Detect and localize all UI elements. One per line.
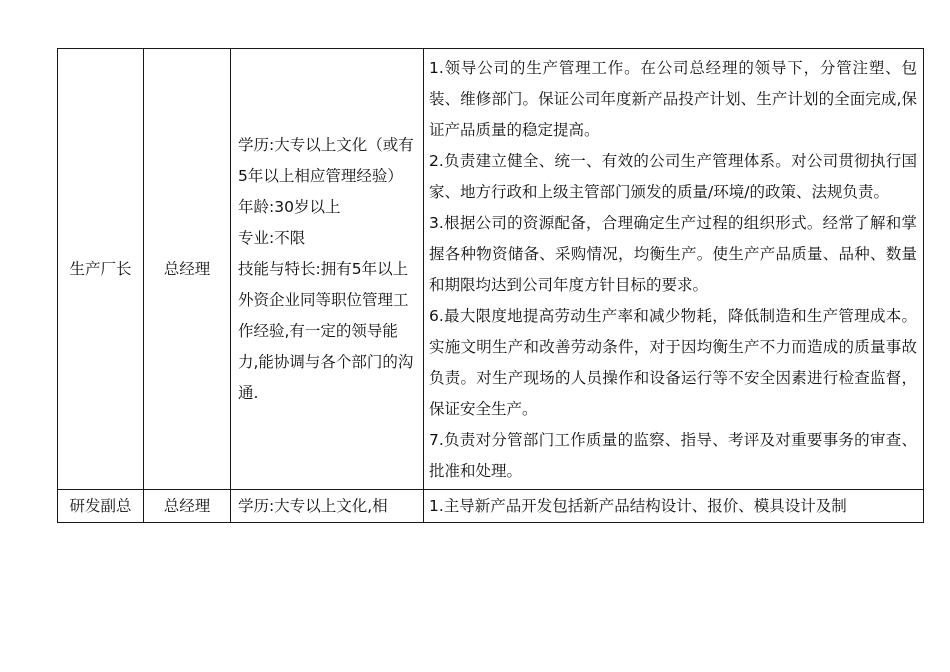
duty-item: 7.负责对分管部门工作质量的监察、指导、考评及对重要事务的审查、批准和处理。 (429, 431, 917, 480)
reports-to-cell: 总经理 (144, 490, 231, 523)
requirement-major: 专业:不限 (238, 228, 306, 247)
position-cell: 研发副总 (58, 490, 144, 523)
duties-cell (424, 49, 924, 490)
duty-item: 3.根据公司的资源配备，合理确定生产过程的组织形式。经常了解和掌握各种物资储备、采购情况，均衡生产。使生产产品质量、品种、数量和期限均达到公司年度方针目标的要求。 (429, 214, 917, 294)
duty-item: 6.最大限度地提高劳动生产率和减少物耗，降低制造和生产管理成本。实施文明生产和改善劳动条件，对于因均衡生产不力而造成的质量事故负责。对生产现场的人员操作和设备运行等不安全因素进行检查监督，保证安全生产。 (429, 307, 917, 418)
requirement-age: 年龄:30岁以上 (238, 197, 341, 216)
duty-item: 1.主导新产品开发包括新产品结构设计、报价、模具设计及制 (429, 496, 847, 515)
reports-to-cell: 总经理 (144, 49, 231, 490)
table-row (58, 490, 924, 523)
position-cell: 生产厂长 (58, 49, 144, 490)
duty-item: 2.负责建立健全、统一、有效的公司生产管理体系。对公司贯彻执行国家、地方行政和上级主管部门颁发的质量/环境/的政策、法规负责。 (429, 152, 917, 201)
requirements-cell (231, 490, 424, 523)
duties-cell (424, 490, 924, 523)
job-description-table (57, 48, 924, 523)
requirements-cell (231, 49, 424, 490)
requirement-education: 学历:大专以上文化,相 (238, 496, 388, 515)
duty-item: 1.领导公司的生产管理工作。在公司总经理的领导下，分管注塑、包装、维修部门。保证公司年度新产品投产计划、生产计划的全面完成,保证产品质量的稳定提高。 (429, 59, 917, 139)
table-row (58, 49, 924, 490)
requirement-skills: 技能与特长:拥有5年以上外资企业同等职位管理工作经验,有一定的领导能力,能协调与各个部门的沟通. (238, 259, 414, 402)
requirement-education: 学历:大专以上文化（或有5年以上相应管理经验） (238, 135, 414, 185)
